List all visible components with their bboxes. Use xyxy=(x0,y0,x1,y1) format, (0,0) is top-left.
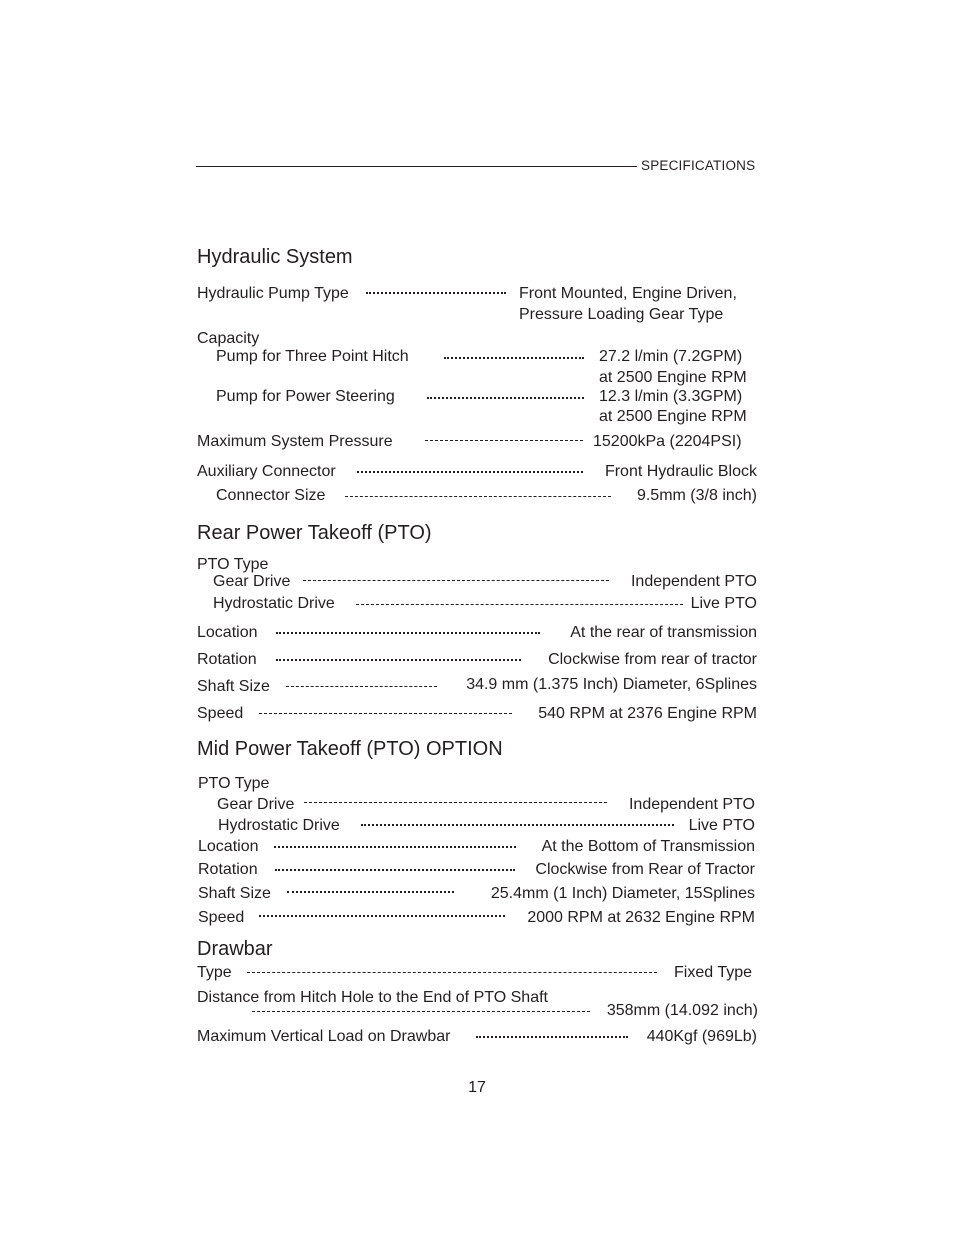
connector-size-value: 9.5mm (3/8 inch) xyxy=(636,487,757,504)
rear-gear-drive-value: Independent PTO xyxy=(630,573,757,590)
three-point-hitch-label: Pump for Three Point Hitch xyxy=(216,348,409,365)
rear-hydrostatic-drive-value: Live PTO xyxy=(690,595,757,612)
leader-dots xyxy=(276,632,540,634)
mid-rotation-label: Rotation xyxy=(198,861,258,878)
leader-dots xyxy=(345,496,611,497)
leader-dots xyxy=(276,659,521,661)
connector-size-label: Connector Size xyxy=(216,487,326,504)
pump-type-label: Hydraulic Pump Type xyxy=(197,285,349,302)
pump-type-value-line2: Pressure Loading Gear Type xyxy=(519,306,724,323)
hydraulic-system-title: Hydraulic System xyxy=(197,246,353,268)
leader-dots xyxy=(259,713,512,714)
leader-dots xyxy=(361,824,674,826)
mid-pto-title: Mid Power Takeoff (PTO) OPTION xyxy=(197,738,503,760)
rear-location-label: Location xyxy=(197,624,258,641)
rear-rotation-label: Rotation xyxy=(197,651,257,668)
header-label: SPECIFICATIONS xyxy=(641,158,756,173)
rear-shaft-size-value: 34.9 mm (1.375 Inch) Diameter, 6Splines xyxy=(466,676,757,693)
power-steering-label: Pump for Power Steering xyxy=(216,388,395,405)
drawbar-type-label: Type xyxy=(197,964,232,981)
three-point-hitch-value-line2: at 2500 Engine RPM xyxy=(599,369,747,386)
leader-dots xyxy=(252,1011,590,1012)
mid-shaft-size-value: 25.4mm (1 Inch) Diameter, 15Splines xyxy=(490,885,755,902)
drawbar-type-value: Fixed Type xyxy=(674,964,752,981)
max-pressure-label: Maximum System Pressure xyxy=(197,433,393,450)
mid-shaft-size-label: Shaft Size xyxy=(198,885,271,902)
leader-dots xyxy=(366,292,506,294)
rear-pto-type-label: PTO Type xyxy=(197,556,269,573)
pump-type-value-line1: Front Mounted, Engine Driven, xyxy=(519,285,737,302)
leader-dots xyxy=(476,1036,628,1038)
rear-location-value: At the rear of transmission xyxy=(570,624,757,641)
mid-hydrostatic-drive-label: Hydrostatic Drive xyxy=(218,817,340,834)
mid-location-value: At the Bottom of Transmission xyxy=(541,838,755,855)
leader-dots xyxy=(247,972,657,973)
leader-dots xyxy=(259,915,505,917)
leader-dots xyxy=(286,686,437,687)
capacity-label: Capacity xyxy=(197,330,260,347)
leader-dots xyxy=(275,869,515,871)
leader-dots xyxy=(425,440,583,441)
rear-pto-title: Rear Power Takeoff (PTO) xyxy=(197,522,432,544)
mid-location-label: Location xyxy=(198,838,259,855)
drawbar-distance-label: Distance from Hitch Hole to the End of PTO Shaft xyxy=(197,989,548,1006)
mid-speed-value: 2000 RPM at 2632 Engine RPM xyxy=(527,909,755,926)
drawbar-max-load-value: 440Kgf (969Lb) xyxy=(646,1028,757,1045)
mid-hydrostatic-drive-value: Live PTO xyxy=(688,817,755,834)
rear-rotation-value: Clockwise from rear of tractor xyxy=(548,651,757,668)
header-rule xyxy=(196,166,637,167)
leader-dots xyxy=(303,580,609,581)
leader-dots xyxy=(287,891,454,893)
rear-speed-label: Speed xyxy=(197,705,244,722)
mid-speed-label: Speed xyxy=(198,909,245,926)
rear-shaft-size-label: Shaft Size xyxy=(197,678,270,695)
aux-connector-label: Auxiliary Connector xyxy=(197,463,336,480)
mid-gear-drive-label: Gear Drive xyxy=(217,796,295,813)
aux-connector-value: Front Hydraulic Block xyxy=(604,463,757,480)
leader-dots xyxy=(356,604,683,605)
leader-dots xyxy=(274,846,516,848)
page-number: 17 xyxy=(468,1079,486,1096)
leader-dots xyxy=(357,471,583,473)
rear-hydrostatic-drive-label: Hydrostatic Drive xyxy=(213,595,335,612)
power-steering-value-line2: at 2500 Engine RPM xyxy=(599,408,747,425)
drawbar-max-load-label: Maximum Vertical Load on Drawbar xyxy=(197,1028,451,1045)
mid-gear-drive-value: Independent PTO xyxy=(628,796,755,813)
mid-rotation-value: Clockwise from Rear of Tractor xyxy=(535,861,755,878)
drawbar-title: Drawbar xyxy=(197,938,273,960)
rear-speed-value: 540 RPM at 2376 Engine RPM xyxy=(538,705,757,722)
rear-gear-drive-label: Gear Drive xyxy=(213,573,291,590)
leader-dots xyxy=(444,357,584,359)
max-pressure-value: 15200kPa (2204PSI) xyxy=(593,433,742,450)
mid-pto-type-label: PTO Type xyxy=(198,775,270,792)
three-point-hitch-value-line1: 27.2 l/min (7.2GPM) xyxy=(599,348,743,365)
leader-dots xyxy=(427,397,584,399)
leader-dots xyxy=(304,802,607,803)
drawbar-distance-value: 358mm (14.092 inch) xyxy=(606,1002,758,1019)
power-steering-value-line1: 12.3 l/min (3.3GPM) xyxy=(599,388,743,405)
